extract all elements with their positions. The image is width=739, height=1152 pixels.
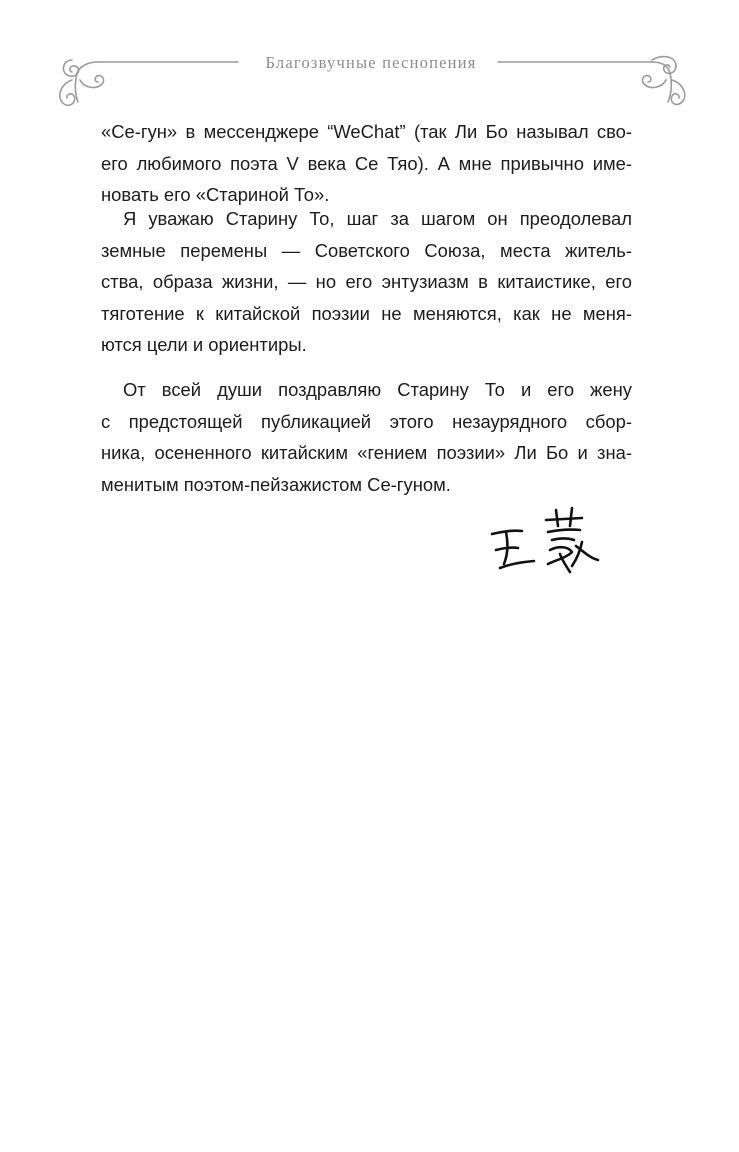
- text-line: ства, образа жизни, — но его энтузиазм в китаистике, его: [101, 271, 632, 292]
- running-header-title: Благозвучные песнопения: [265, 53, 477, 72]
- text-line: ются цели и ориентиры.: [101, 334, 307, 355]
- text-line: новать его «Стариной То».: [101, 184, 330, 205]
- text-line: ника, осененного китайским «гением поэзии» Ли Бо и зна-: [101, 442, 632, 463]
- text-line: менитым поэтом-пейзажистом Се-гуном.: [101, 473, 451, 495]
- text-line: земные перемены — Советского Союза, места житель-: [101, 239, 632, 261]
- text-line: с предстоящей публикацией этого незаурядного сбор-: [101, 410, 632, 432]
- signature-icon: [486, 502, 606, 580]
- paragraph-continuation: [101, 116, 632, 211]
- paragraph-congratulations: [101, 374, 632, 500]
- text-line: «Се-гун» в мессенджере “WeChat” (так Ли Бо называл сво-: [101, 121, 632, 142]
- text-line: От всей души поздравляю Старину То и его жену: [123, 379, 632, 400]
- text-line: тяготение к китайской поэзии не меняются, как не меня-: [101, 302, 632, 324]
- handwritten-signature: [486, 502, 606, 585]
- paragraph-respect: [101, 203, 632, 361]
- text-line: его любимого поэта V века Се Тяо). А мне привычно име-: [101, 152, 632, 174]
- ornamental-divider-icon: [50, 40, 692, 115]
- text-line: Я уважаю Старину То, шаг за шагом он преодолевал: [123, 208, 632, 229]
- running-header: [50, 40, 692, 115]
